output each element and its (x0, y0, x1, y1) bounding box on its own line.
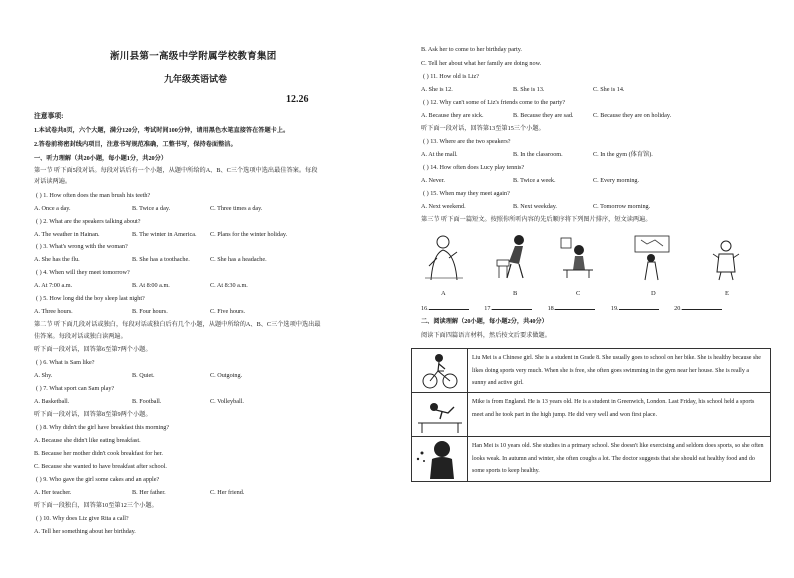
group-6-7-intro: 听下面一段对话，回答第6至第7两个小题。 (34, 346, 152, 353)
q8-option-c: C. Because she wanted to have breakfast after school. (34, 463, 167, 470)
question-2: ( ) 2. What are the speakers talking about? (36, 218, 141, 225)
q6-option-c: C. Outgoing. (210, 372, 243, 379)
q2-option-c: C. Plans for the winter holiday. (210, 231, 288, 238)
q13-option-c: C. In the gym (体育馆). (593, 151, 653, 158)
question-12: ( ) 12. Why can't some of Liz's friends come to the party? (423, 99, 566, 106)
q1-option-b: B. Twice a day. (132, 205, 171, 212)
blank-17: 17. (484, 305, 493, 312)
question-6: ( ) 6. What is Sam like? (36, 359, 95, 366)
school-name: 淅川县第一高级中学附属学校教育集团 (110, 52, 277, 62)
q7-option-b: B. Football. (132, 398, 162, 405)
q11-option-b: B. She is 13. (513, 86, 545, 93)
passage-3-text: Han Mei is 10 years old. She studies in a primary school. She doesn't like exercising and seldom does sports, so she often looks weak. In autumn and winter, she often coughs a lot. The doctor suggests that she should eat healthy food and do some sports to keep healthy. (472, 443, 764, 474)
group-8-9-intro: 听下面一段对话，回答第8至第9两个小题。 (34, 411, 152, 418)
picture-a (423, 232, 465, 282)
q10-option-b: B. Ask her to come to her birthday party. (421, 46, 522, 53)
q12-option-c: C. Because they are on holiday. (593, 112, 672, 119)
q4-option-c: C. At 8:30 a.m. (210, 282, 248, 289)
q3-option-a: A. She has the flu. (34, 256, 80, 263)
picture-d (631, 232, 673, 282)
question-14: ( ) 14. How often does Lucy play tennis? (423, 164, 525, 171)
q13-option-a: A. At the mall. (421, 151, 458, 158)
q12-option-b: B. Because they are sad. (513, 112, 574, 119)
passage-row-3 (412, 437, 770, 481)
q2-option-a: A. The weather in Hainan. (34, 231, 100, 238)
high-jump-picture (412, 393, 468, 436)
q8-option-b: B. Because her mother didn't cook breakfast for her. (34, 450, 163, 457)
passage-row-1 (412, 349, 770, 393)
q3-option-c: C. She has a headache. (210, 256, 267, 263)
picture-b (495, 232, 537, 282)
q14-option-c: C. Every morning. (593, 177, 640, 184)
passage-row-2 (412, 393, 770, 437)
notes-heading: 注意事项: (34, 113, 64, 120)
note-2: 2.答卷前将密封线内项目，注意书写规范准确，工整书写，保持卷面整洁。 (34, 141, 237, 148)
exam-date: 12.26 (286, 94, 309, 105)
group-13-15-intro: 听下面一段对话，回答第13至第15三个小题。 (421, 125, 545, 132)
q7-option-c: C. Volleyball. (210, 398, 244, 405)
coughing-girl-picture (412, 437, 468, 481)
blank-16: 16. (421, 305, 429, 312)
section2-heading: 二、阅读理解（20小题，每小题2分，共40分） (421, 318, 548, 325)
exam-title: 九年级英语试卷 (164, 74, 228, 84)
blank-20: 20. (674, 305, 682, 312)
q4-option-a: A. At 7:00 a.m. (34, 282, 73, 289)
q10-option-a: A. Tell her something about her birthday. (34, 528, 136, 535)
picture-c (557, 232, 599, 282)
picture-d-label: D (651, 290, 656, 297)
q9-option-a: A. Her teacher. (34, 489, 72, 496)
cyclist-picture (412, 349, 468, 392)
part1-intro-2: 对话读两遍。 (34, 178, 72, 185)
question-15: ( ) 15. When may they meet again? (423, 190, 510, 197)
q3-option-b: B. She has a toothache. (132, 256, 190, 263)
listening-pictures (421, 232, 771, 302)
q15-option-a: A. Next weekend. (421, 203, 466, 210)
group-10-12-intro: 听下面一段独白，回答第10至第12三个小题。 (34, 502, 158, 509)
q14-option-b: B. Twice a week. (513, 177, 556, 184)
question-8: ( ) 8. Why didn't the girl have breakfast this morning? (36, 424, 170, 431)
question-4: ( ) 4. When will they meet tomorrow? (36, 269, 130, 276)
question-1: ( ) 1. How often does the man brush his teeth? (36, 192, 151, 199)
blank-18: 18. (547, 305, 556, 312)
picture-e (705, 232, 747, 282)
q11-option-c: C. She is 14. (593, 86, 625, 93)
section1-heading: 一、听力理解（共20小题，每小题1分，共20分） (34, 155, 168, 162)
reading-passage-table (411, 348, 771, 482)
q5-option-b: B. Four hours. (132, 308, 168, 315)
part2-intro: 第二节 听下面几段对话或独白，每段对话或独白后有几个小题，从题中所给的A、B、C三个选项中选出最 (34, 321, 321, 328)
picture-a-label: A (441, 290, 446, 297)
answer-blanks (421, 305, 722, 312)
part2-intro-2: 佳答案。每段对话或独白读两遍。 (34, 333, 127, 340)
question-7: ( ) 7. What sport can Sam play? (36, 385, 115, 392)
q14-option-a: A. Never. (421, 177, 445, 184)
note-1: 1.本试卷共8页，六个大题，满分120分，考试时间100分钟，请用黑色水笔直接答在答题卡上。 (34, 127, 290, 134)
q11-option-a: A. She is 12. (421, 86, 453, 93)
q10-option-c: C. Tell her about what her family are doing now. (421, 60, 542, 67)
q6-option-b: B. Quiet. (132, 372, 155, 379)
q2-option-b: B. The winter in America. (132, 231, 197, 238)
blank-19: 19. (610, 305, 619, 312)
passage-1-text: Liu Mei is a Chinese girl. She is a student in Grade 8. She usually goes to school on her bike. She is healthy because she likes doing sports very much. When she is free, she often goes swimming in the gym near her house. She is really a sunny and active girl. (472, 355, 761, 386)
q1-option-c: C. Three times a day. (210, 205, 263, 212)
section2-intro: 阅读下面四篇语言材料，然后按文后要求做题。 (421, 332, 551, 339)
q8-option-a: A. Because she didn't like eating breakfast. (34, 437, 141, 444)
q15-option-c: C. Tomorrow morning. (593, 203, 651, 210)
q5-option-a: A. Three hours. (34, 308, 73, 315)
question-11: ( ) 11. How old is Liz? (423, 73, 479, 80)
q9-option-b: B. Her father. (132, 489, 166, 496)
question-5: ( ) 5. How long did the boy sleep last night? (36, 295, 145, 302)
q15-option-b: B. Next weekday. (513, 203, 557, 210)
question-3: ( ) 3. What's wrong with the woman? (36, 243, 128, 250)
passage-2-text: Mike is from England. He is 13 years old. He is a student in Greenwich, London. Last Friday, his school held a sports meet and he took part in the high jump. He did very well and won first place. (472, 399, 755, 418)
q5-option-c: C. Five hours. (210, 308, 246, 315)
q12-option-a: A. Because they are sick. (421, 112, 484, 119)
q1-option-a: A. Once a day. (34, 205, 71, 212)
part1-intro: 第一节 听下面5段对话。每段对话后有一个小题，从题中所给的A、B、C三个选项中选出最佳答案。每段 (34, 167, 318, 174)
q13-option-b: B. In the classroom. (513, 151, 563, 158)
q6-option-a: A. Shy. (34, 372, 53, 379)
picture-c-label: C (576, 290, 581, 297)
question-10: ( ) 10. Why does Liz give Rita a call? (36, 515, 129, 522)
q7-option-a: A. Basketball. (34, 398, 70, 405)
picture-b-label: B (513, 290, 518, 297)
question-13: ( ) 13. Where are the two speakers? (423, 138, 511, 145)
q9-option-c: C. Her friend. (210, 489, 245, 496)
question-9: ( ) 9. Who gave the girl some cakes and an apple? (36, 476, 160, 483)
q4-option-b: B. At 8:00 a.m. (132, 282, 170, 289)
part3-intro: 第三节 听下面一篇短文。按照你所听内容的先后顺序将下列图片排序，短文读两遍。 (421, 216, 652, 223)
picture-e-label: E (725, 290, 729, 297)
